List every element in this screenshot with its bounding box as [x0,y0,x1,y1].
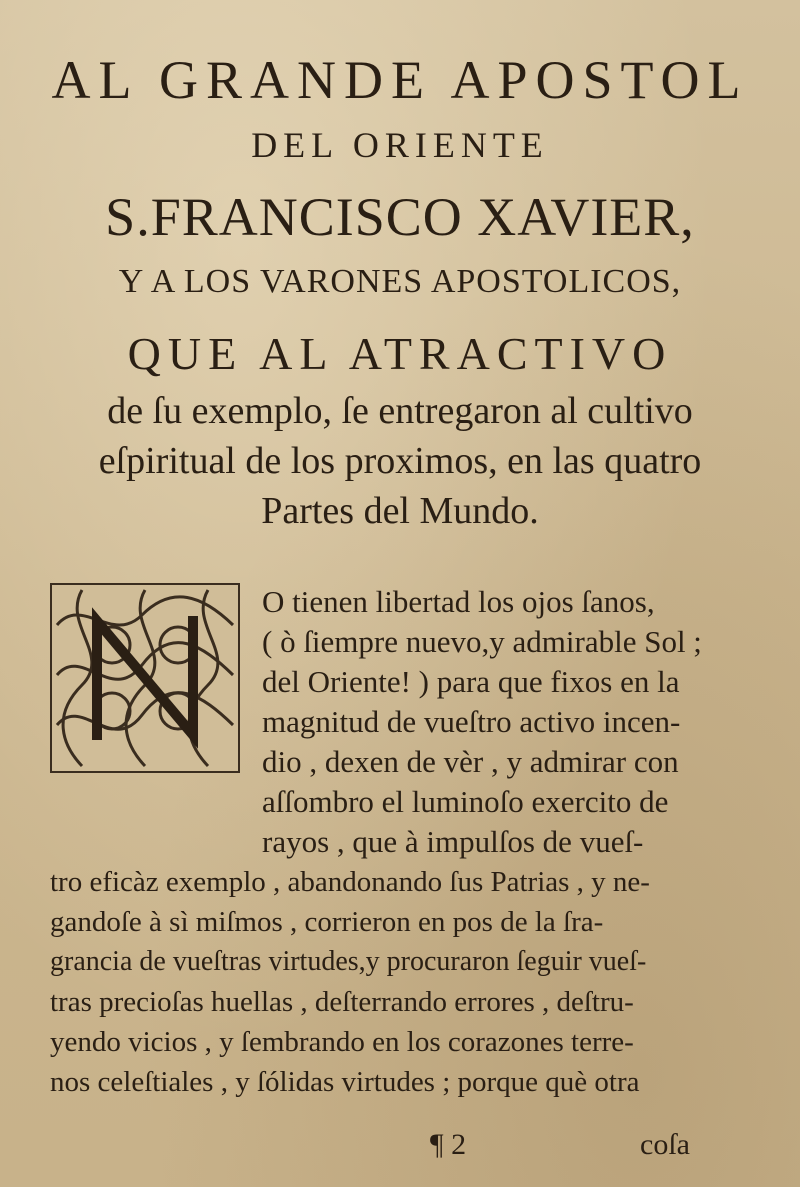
dedication-heading [0,48,800,536]
body-line-9: gandoſe à sì miſmos , corrieron en pos de la ſra- [50,906,604,938]
body-line-2: ( ò ſiempre nuevo,y admirable Sol ; [262,624,702,659]
catchword: coſa [640,1128,690,1161]
body-line-1: O tienen libertad los ojos ſanos, [262,584,655,619]
body-line-11: tras precioſas huellas , deſterrando errores , deſtru- [50,986,634,1018]
page-footer [0,1128,800,1168]
heading-line-4: Y A LOS VARONES APOSTOLICOS, [118,263,682,300]
body-line-4: magnitud de vueſtro activo incen- [262,704,681,739]
signature-mark: ¶ 2 [430,1128,467,1161]
heading-line-1: AL GRANDE APOSTOL [51,50,749,110]
body-line-7: rayos , que à impulſos de vueſ- [262,824,644,859]
body-line-12: yendo vicios , y ſembrando en los corazones terre- [50,1026,634,1058]
heading-line-5: QUE AL ATRACTIVO [127,328,673,379]
body-line-13: nos celeſtiales , y ſólidas virtudes ; porque què otra [50,1066,640,1098]
body-line-8: tro eficàz exemplo , abandonando ſus Patrias , y ne- [50,866,650,898]
ornamental-drop-cap-icon [50,583,240,773]
body-line-5: dio , dexen de vèr , y admirar con [262,744,679,779]
heading-line-6: de ſu exemplo, ſe entregaron al cultivo [107,390,693,432]
heading-line-3: S.FRANCISCO XAVIER, [105,187,695,247]
heading-line-2: DEL ORIENTE [251,125,549,165]
body-line-10: grancia de vueſtras virtudes,y procuraron ſeguir vueſ- [50,946,647,977]
heading-line-8: Partes del Mundo. [261,490,539,532]
heading-line-7: eſpiritual de los proximos, en las quatro [98,440,702,482]
body-line-6: aſſombro el luminoſo exercito de [262,784,669,819]
body-line-3: del Oriente! ) para que fixos en la [262,664,680,699]
drop-cap-ornament-graphic [52,585,238,771]
